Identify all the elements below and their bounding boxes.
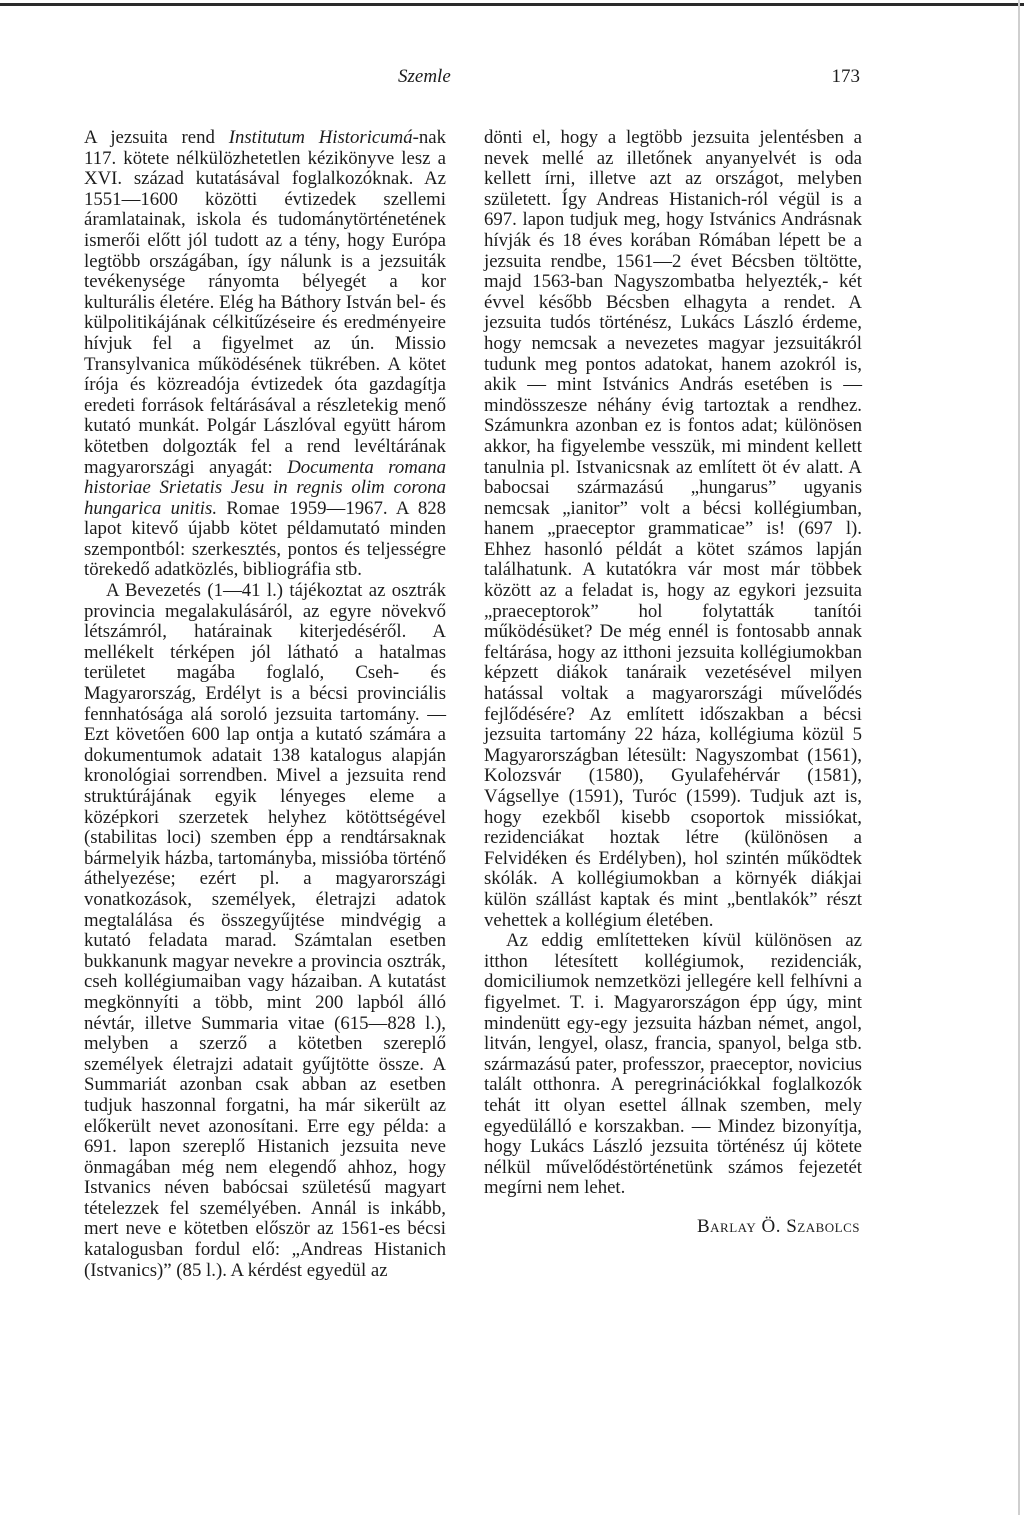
text-run: dönti el, hogy a legtöbb jezsuita jelentésben a nevek mellé az illetőnek anyanyelvét is oda kellett írni, illetve azt az országot, melyben született. Így Andreas Histanich-ról végül is a 697. lapon tudjuk meg, hogy Istvánics Andrásnak hívják és 18 éves korában Rómában lépett be a jezsuita rendbe, 1561—2 évet Bécsben töltötte, majd 1563-ban Nagyszombatba helyezték,- két évvel később Bécsben elhagyta a rendet. A jezsuita tudós történész, Lukács László érdeme, hogy nemcsak a nevezetes magyar jezsuitákról tudunk meg pontos adatokat, hanem azokról is, akik — mint Istvánics András esetében is — mindösszesze néhány évig tartoztak a rendhez. Számunkra azonban ez is fontos adat; különösen akkor, ha figyelembe vesszük, mi mindent kellett tanulnia pl. Istvanicsnak az említett öt év alatt. A babocsai származású „hungarus” ugyanis nemcsak „ianitor” volt a bécsi kollégiumban, hanem „praeceptor grammaticae” is! (697 l). Ehhez hasonló példát a kötet számos lapján találhatunk. A kutatókra vár most már többek között az a feladat is, hogy az egykori jezsuita „praeceptorok” hol folytatták tanítói működésüket? De még ennél is fontosabb annak feltárása, hogy az itthoni jezsuita kollégiumokban képzett diákok tanáraik vezetésével milyen hatással voltak a magyarországi művelődés fejlődésére? Az említett időszakban a bécsi jezsuita tartomány 22 háza, kollégiuma közül 5 Magyarországban létesült: Nagyszombat (1561), Kolozsvár (1580), Gyulafehérvár (1581), Vágsellye (1591), Turóc (1599). Tudjuk azt is, hogy ezekből kisebb csoportok missiókat, rezidenciákat hoztak létre (különösen a Felvidéken és Erdélyben), hol szintén működtek skólák. A kollégiumokban a környék diákjai külön szállást kaptak és mint „bentlakók” részt vehettek a kollégium életében. (484, 127, 862, 931)
right-paragraph-1 (484, 128, 862, 931)
text-run: Romae 1959—1967. A 828 lapot kitevő újabb kötet példamutató minden szempontból: szerkesztés, pontos és teljességre törekedő adatközlés, bibliográfia stb. (84, 497, 446, 581)
page-number: 173 (831, 66, 860, 87)
right-paragraph-2 (484, 931, 862, 1199)
left-column (84, 128, 446, 1281)
text-run: nak 117. kötete nélkülözhetetlen kézikönyve lesz a XVI. század kutatásával foglalkozóknak. Az 1551—1600 közötti évtizedek szellemi áramlatainak, iskola és tudománytörténetének ismerői előtt jól tudott az a tény, hogy Európa legtöbb országában, így nálunk is a jezsuiták tevékenysége rányomta bélyegét a kor kulturális életére. Elég ha Báthory István bel- és külpolitikájának célkitűzéseire és eredményeire hívjuk fel a figyelmet az ún. Missio Transylvanica működésének tükrében. A kötet írója és közreadója évtizedek óta gazdagítja eredeti források feltárásával a részletekig menő kutató munkát. Polgár Lászlóval együtt három kötetben dolgozták fel a rend levéltárának magyarországi anyagát: (84, 127, 446, 478)
italic-run: Documenta romana historiae Srietatis Jesu in regnis olim corona hungarica unitis. (84, 456, 447, 519)
text-run: Az eddig említetteken kívül különösen az itthon létesített kollégiumok, rezidenciák, domiciliumok nemzetközi jellegére kell felhívni a figyelmet. T. i. Magyarországon épp úgy, mint mindenütt egy-egy jezsuita házban német, angol, litván, lengyel, olasz, francia, spanyol, belga stb. származású pater, professzor, praeceptor, novicius talált otthonra. A peregrinációkkal foglalkozók tehát itt olyan esettel állnak szemben, mely egyedülálló e korszakban. — Mindez bizonyítja, hogy Lukács László jezsuita történész új kötete nélkül művelődéstörténetünk számos fejezetét megírni nem lehet. (484, 930, 862, 1199)
top-rule (0, 3, 1024, 6)
text-run: A jezsuita rend (84, 127, 229, 148)
right-column (484, 128, 862, 1237)
italic-run: Institutum Historicumá- (228, 127, 419, 148)
right-edge-rule (1018, 0, 1020, 1515)
page-header (0, 66, 1024, 96)
left-paragraph-2 (84, 581, 446, 1281)
left-paragraph-1 (84, 128, 446, 581)
running-title: Szemle (398, 66, 451, 87)
author-signature: Barlay Ö. Szabolcs (696, 1215, 860, 1237)
text-run: A Bevezetés (1—41 l.) tájékoztat az osztrák provincia megalakulásáról, az egyre növekvő létszámról, határainak kiterjedéséről. A mellékelt térképen jól látható a hatalmas területet magába foglaló, Cseh- és Magyarország, Erdélyt is a bécsi provinciális fennhatósága alá soroló jezsuita tartomány. — Ezt követően 600 lap ontja a kutató számára a dokumentumok adatait 138 katalogus alapján kronológiai sorrendben. Mivel a jezsuita rend struktúrájának egyik lényeges eleme a középkori szerzetek helyhez kötöttségével (stabilitas loci) szemben épp a rendtársaknak bármelyik házba, tartományba, missióba történő áthelyezése; ezért pl. a magyarországi vonatkozások, személyek, életrajzi adatok megtalálása és összegyűjtése mindvégig a kutató feladata marad. Számtalan esetben bukkanunk magyar nevekre a provincia osztrák, cseh kollégiumaiban vagy házaiban. A kutatást megkönnyíti a több, mint 200 lapból álló névtár, illetve Summaria vitae (615—828 l.), melyben a szerző a kötetben szereplő személyek életrajzi adatait gyűjtötte össze. A Summariát azonban csak abban az esetben tudjuk haszonnal forgatni, ha már sikerült az előkerült nevet azonosítani. Erre egy példa: a 691. lapon szereplő Histanich jezsuita neve önmagában még nem elegendő ahhoz, hogy Istvanics néven babócsai születésű magyart tételezzek fel személyében. Annál is inkább, mert neve e kötetben először az 1561-es bécsi katalogusban fordul elő: „Andreas Histanich (Istvanics)” (85 l.). A kérdést egyedül az (84, 580, 446, 1281)
